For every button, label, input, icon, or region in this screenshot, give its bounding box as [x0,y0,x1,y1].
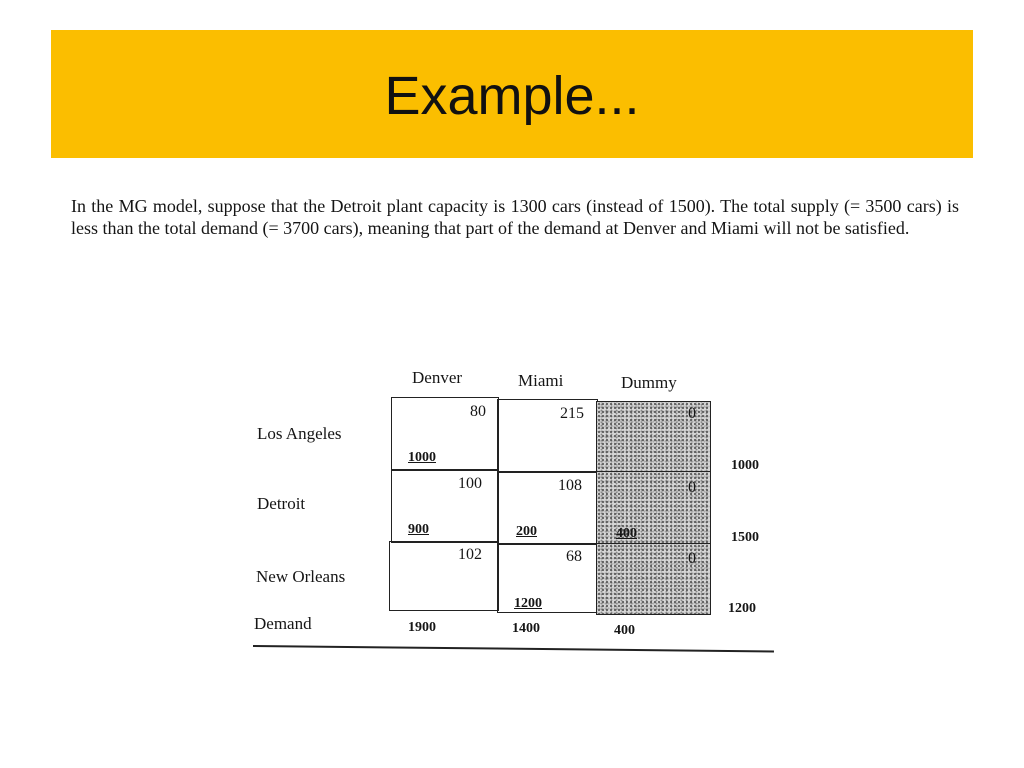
cost-la-denver: 80 [470,403,486,420]
alloc-detroit-dummy: 400 [616,526,637,541]
alloc-detroit-denver: 900 [408,522,429,537]
alloc-no-miami: 1200 [514,596,542,611]
demand-denver: 1900 [408,620,436,635]
cost-la-miami: 215 [560,405,584,422]
slide-title: Example... [384,66,640,126]
cost-la-dummy: 0 [688,405,696,422]
cell-no-denver [389,541,499,611]
cost-no-dummy: 0 [688,550,696,567]
row-header-new-orleans: New Orleans [256,567,346,586]
alloc-detroit-miami: 200 [516,524,537,539]
cost-detroit-dummy: 0 [688,479,696,496]
cell-no-miami [497,543,598,613]
supply-detroit: 1500 [731,530,759,545]
cost-no-denver: 102 [458,546,482,563]
column-header-miami: Miami [518,371,564,390]
column-header-dummy: Dummy [621,373,677,392]
cost-detroit-miami: 108 [558,477,582,494]
table-bottom-rule [253,645,774,652]
row-header-los-angeles: Los Angeles [257,424,342,443]
cost-detroit-denver: 100 [458,475,482,492]
demand-dummy: 400 [614,623,635,638]
column-header-denver: Denver [412,368,463,387]
cell-detroit-miami [497,471,598,545]
row-header-detroit: Detroit [257,494,306,513]
row-header-demand: Demand [254,614,312,633]
demand-miami: 1400 [512,621,540,636]
problem-statement: In the MG model, suppose that the Detroit plant capacity is 1300 cars (instead of 1500). The total supply (= 3500 cars) is less than the total demand (= 3700 cars), meaning that part of the demand at Denver and Miami will not be satisfied. [71,196,959,238]
supply-new-orleans: 1200 [728,601,756,616]
alloc-la-denver: 1000 [408,450,436,465]
cost-no-miami: 68 [566,548,582,565]
supply-los-angeles: 1000 [731,458,759,473]
